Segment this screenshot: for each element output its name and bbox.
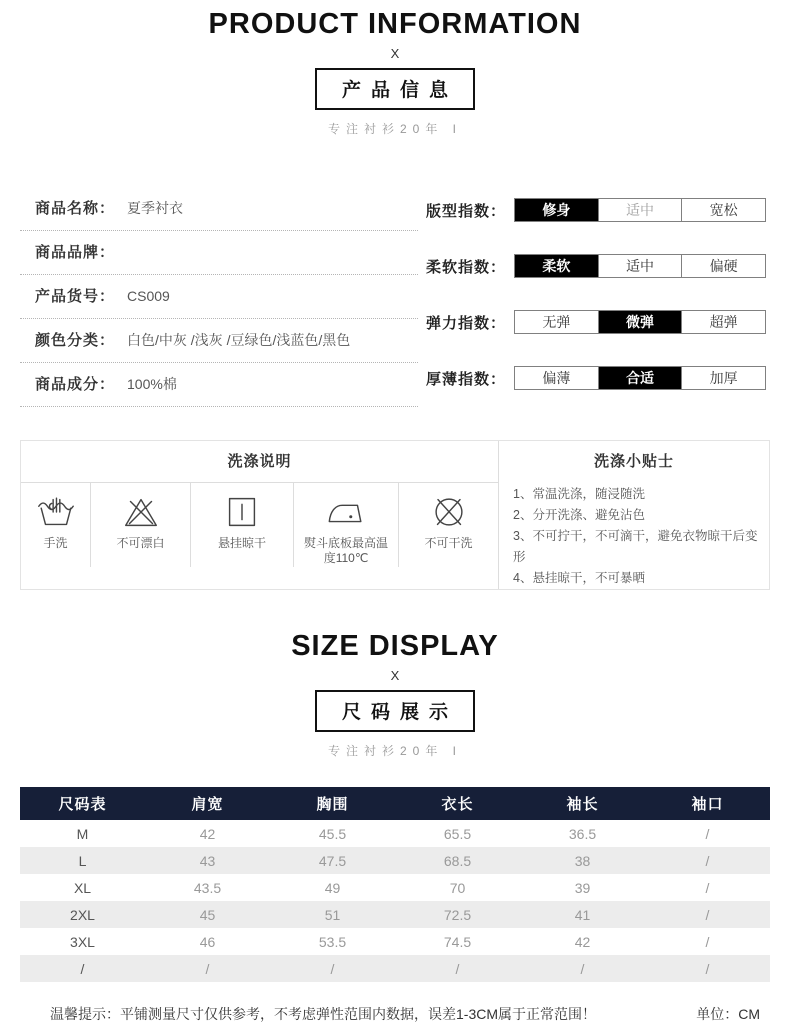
- index-bar: [514, 310, 766, 334]
- table-row: [20, 928, 770, 955]
- wash-cell-hang-dry: [191, 483, 294, 567]
- size-table: [20, 787, 770, 982]
- size-cell: 38: [574, 852, 591, 869]
- detail-label: 商品品牌：: [35, 244, 116, 261]
- size-display-header: [0, 590, 790, 759]
- detail-label: 产品货号：: [35, 288, 116, 305]
- size-cell: /: [705, 879, 710, 896]
- detail-row-material: [20, 363, 418, 407]
- washing-tip: 1、常温洗涤，随浸随洗: [513, 487, 645, 501]
- fit-indices: [426, 187, 790, 422]
- product-details: [20, 187, 418, 422]
- detail-row-colors: [20, 319, 418, 363]
- index-option: 适中: [598, 199, 682, 221]
- table-row: [20, 847, 770, 874]
- col-header: 袖口: [645, 787, 770, 820]
- index-option: 微弹: [598, 311, 682, 333]
- size-cell: 47.5: [318, 852, 347, 869]
- size-cell: 49: [324, 879, 341, 896]
- wash-icon-label: 不可干洗: [424, 536, 473, 550]
- washing-tips-list: [499, 483, 769, 589]
- product-info-header: [0, 0, 790, 137]
- page-title: PRODUCT INFORMATION: [208, 8, 582, 40]
- size-cell: 39: [574, 879, 591, 896]
- tagline: 专注衬衫20年 I: [327, 122, 463, 136]
- washing-section: [20, 440, 770, 590]
- wash-cell-iron: [294, 483, 399, 567]
- size-cell: 46: [199, 933, 216, 950]
- size-cell: /: [705, 852, 710, 869]
- size-cell: /: [80, 960, 85, 977]
- washing-tip: 3、不可拧干，不可滴干，避免衣物晾干后变形: [513, 529, 758, 564]
- index-option: 适中: [598, 255, 682, 277]
- no-bleach-icon: [120, 493, 162, 531]
- footer-note-bar: [50, 1004, 760, 1024]
- index-option: 合适: [598, 367, 682, 389]
- cn-title: 尺码展示: [341, 702, 458, 723]
- table-row: [20, 901, 770, 928]
- detail-value: 白色/中灰 /浅灰 /豆绿色/浅蓝色/黑色: [127, 332, 351, 348]
- size-cell: 74.5: [443, 933, 472, 950]
- col-header: 尺码表: [20, 787, 145, 820]
- size-table-header-row: [20, 787, 770, 820]
- x-divider: X: [390, 46, 400, 61]
- size-cell: /: [705, 825, 710, 842]
- size-cell: L: [78, 852, 87, 869]
- detail-value: 100%棉: [127, 376, 177, 392]
- detail-label: 商品成分：: [35, 376, 116, 393]
- info-section: [0, 187, 790, 422]
- detail-row-sku: [20, 275, 418, 319]
- detail-label: 商品名称：: [35, 200, 116, 217]
- size-cell: XL: [73, 879, 92, 896]
- measurement-note: 温馨提示：平铺测量尺寸仅供参考，不考虑弹性范围内数据，误差1-3CM属于正常范围！: [50, 1006, 597, 1022]
- size-cell: 45.5: [318, 825, 347, 842]
- size-cell: 70: [449, 879, 466, 896]
- x-divider: X: [390, 668, 400, 683]
- washing-icons-row: [21, 483, 498, 567]
- index-row-elasticity: [426, 310, 790, 334]
- size-cell: 42: [199, 825, 216, 842]
- size-cell: 43.5: [193, 879, 222, 896]
- washing-instructions: [21, 441, 499, 589]
- index-label: 版型指数：: [426, 202, 507, 220]
- no-dry-clean-icon: [428, 493, 470, 531]
- index-label: 柔软指数：: [426, 258, 507, 276]
- index-row-softness: [426, 254, 790, 278]
- size-cell: /: [455, 960, 460, 977]
- index-option: 超弹: [681, 311, 765, 333]
- index-label: 弹力指数：: [426, 314, 507, 332]
- washing-instructions-title: 洗涤说明: [21, 441, 498, 483]
- cn-title-box: [315, 690, 475, 732]
- index-row-thickness: [426, 366, 790, 390]
- col-header: 衣长: [395, 787, 520, 820]
- tagline: 专注衬衫20年 I: [327, 744, 463, 758]
- unit-label: 单位：CM: [696, 1006, 760, 1022]
- size-cell: 65.5: [443, 825, 472, 842]
- washing-tip: 2、分开洗涤、避免沾色: [513, 508, 645, 522]
- size-cell: /: [205, 960, 210, 977]
- size-cell: /: [705, 906, 710, 923]
- col-header: 袖长: [520, 787, 645, 820]
- hand-wash-icon: [35, 493, 77, 531]
- size-cell: 43: [199, 852, 216, 869]
- size-cell: /: [705, 933, 710, 950]
- detail-row-brand: [20, 231, 418, 275]
- size-cell: 72.5: [443, 906, 472, 923]
- detail-value: 夏季衬衣: [127, 200, 184, 216]
- wash-cell-no-bleach: [91, 483, 191, 567]
- index-bar: [514, 198, 766, 222]
- size-cell: 42: [574, 933, 591, 950]
- size-cell: /: [580, 960, 585, 977]
- detail-label: 颜色分类：: [35, 332, 116, 349]
- index-option: 修身: [515, 199, 598, 221]
- detail-value: CS009: [127, 288, 170, 304]
- col-header: 胸围: [270, 787, 395, 820]
- washing-tips-title: 洗涤小贴士: [593, 453, 674, 470]
- size-cell: 41: [574, 906, 591, 923]
- size-cell: 2XL: [70, 906, 95, 923]
- size-cell: 68.5: [443, 852, 472, 869]
- index-option: 偏薄: [542, 370, 571, 386]
- wash-icon-label: 手洗: [43, 536, 68, 550]
- wash-icon-label: 不可漂白: [116, 536, 165, 550]
- size-cell: /: [330, 960, 335, 977]
- size-cell: 45: [199, 906, 216, 923]
- wash-icon-label: 悬挂晾干: [217, 536, 266, 550]
- size-cell: M: [76, 825, 89, 842]
- size-cell: 53.5: [318, 933, 347, 950]
- wash-cell-hand-wash: [21, 483, 91, 567]
- table-row: [20, 955, 770, 982]
- detail-row-name: [20, 187, 418, 231]
- index-label: 厚薄指数：: [426, 370, 507, 388]
- index-bar: [514, 366, 766, 390]
- washing-tips: [499, 441, 769, 589]
- index-option: 宽松: [681, 199, 765, 221]
- size-cell: 51: [324, 906, 341, 923]
- index-option: 无弹: [542, 314, 571, 330]
- index-row-fit: [426, 198, 790, 222]
- iron-max-110-icon: [325, 493, 367, 531]
- hang-dry-icon: [221, 493, 263, 531]
- cn-title-box: [315, 68, 475, 110]
- size-title: SIZE DISPLAY: [291, 630, 499, 662]
- size-cell: 36.5: [568, 825, 597, 842]
- index-bar: [514, 254, 766, 278]
- wash-icon-label: 熨斗底板最高温度110℃: [303, 536, 388, 565]
- index-option: 偏硬: [681, 255, 765, 277]
- index-option: 柔软: [515, 255, 598, 277]
- table-row: [20, 874, 770, 901]
- cn-title: 产品信息: [341, 80, 458, 101]
- size-cell: 3XL: [70, 933, 95, 950]
- index-option: 加厚: [681, 367, 765, 389]
- wash-cell-no-dry-clean: [399, 483, 498, 567]
- washing-tip: 4、悬挂晾干，不可暴晒: [513, 571, 645, 585]
- size-cell: /: [705, 960, 710, 977]
- col-header: 肩宽: [145, 787, 270, 820]
- table-row: [20, 820, 770, 847]
